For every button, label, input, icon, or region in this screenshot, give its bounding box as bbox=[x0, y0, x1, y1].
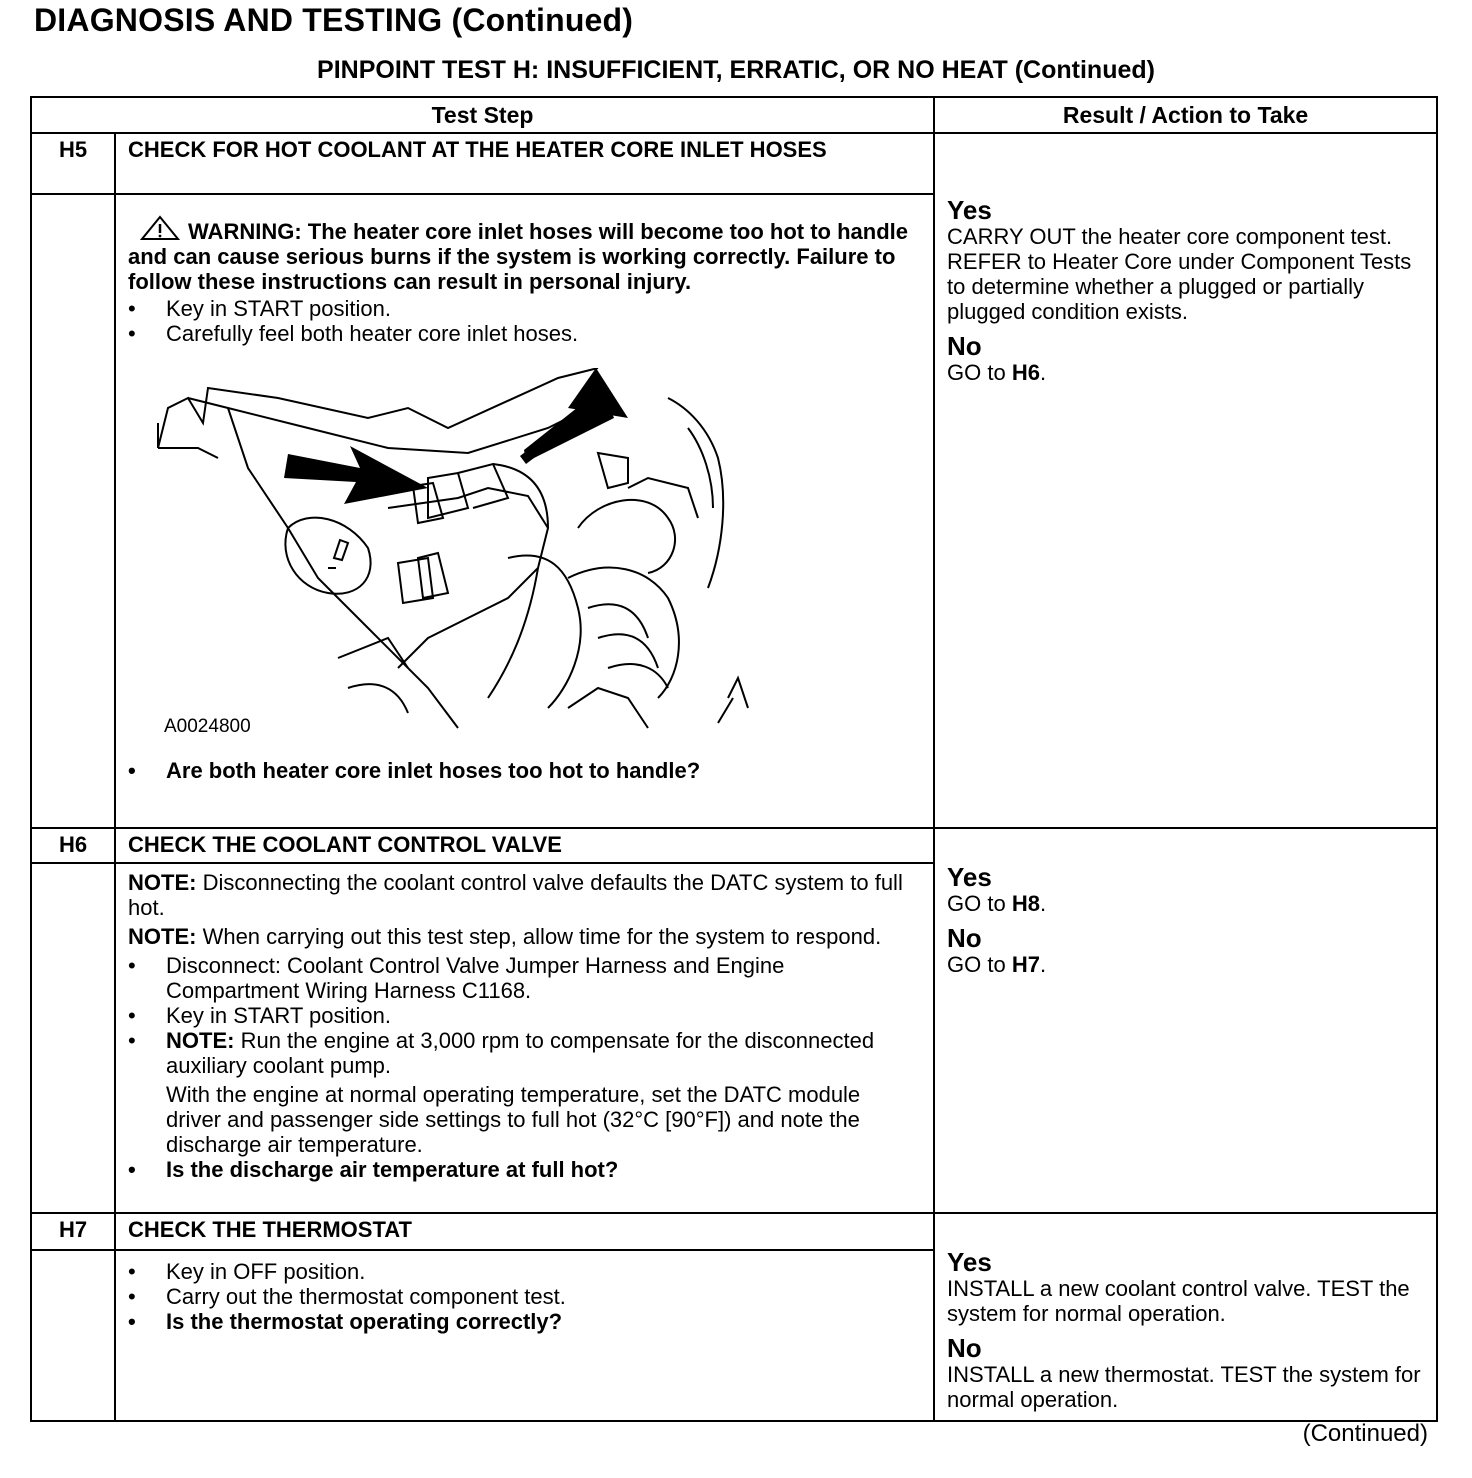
no-action-h5 bbox=[947, 360, 1424, 385]
table-header-row bbox=[31, 97, 1437, 133]
list-item: • Key in START position. bbox=[128, 1003, 919, 1028]
list-item: • Key in START position. bbox=[128, 296, 919, 321]
note-label: NOTE: bbox=[128, 924, 197, 949]
pinpoint-test-title: PINPOINT TEST H: INSUFFICIENT, ERRATIC, OR NO HEAT (Continued) bbox=[317, 56, 1155, 84]
note-text: Disconnecting the coolant control valve defaults the DATC system to full hot. bbox=[128, 870, 903, 920]
step-ref-h8: H8 bbox=[1011, 891, 1040, 916]
no-action-h7: INSTALL a new thermostat. TEST the system for normal operation. bbox=[947, 1362, 1421, 1412]
result-cell-h7 bbox=[934, 1213, 1437, 1421]
pinpoint-test-table bbox=[30, 96, 1438, 1422]
step-ref-h7: H7 bbox=[1011, 952, 1040, 977]
no-action-h6-text: GO to bbox=[947, 952, 1012, 977]
yes-action-h5: CARRY OUT the heater core component test. REFER to Heater Core under Component Tests to determine whether a plugged or partially plugged condition exists. bbox=[947, 224, 1412, 324]
continued-footer: (Continued) bbox=[1302, 1420, 1428, 1447]
step-title-h6: CHECK THE COOLANT CONTROL VALVE bbox=[115, 828, 934, 863]
no-action-h5-end: . bbox=[1039, 360, 1047, 385]
step-body-h5 bbox=[115, 194, 934, 828]
no-action-h5-text: GO to bbox=[947, 360, 1012, 385]
step-ref-h6: H6 bbox=[1011, 360, 1040, 385]
list-item: • Key in OFF position. bbox=[128, 1259, 919, 1284]
list-item: • Carry out the thermostat component test. bbox=[128, 1284, 919, 1309]
h6-bullet-list bbox=[128, 953, 919, 1182]
heater-hose-drawing bbox=[128, 368, 768, 748]
yes-action-h6 bbox=[947, 891, 1424, 916]
result-cell-h6 bbox=[934, 828, 1437, 1213]
page-title: DIAGNOSIS AND TESTING (Continued) bbox=[34, 2, 634, 38]
h5-bullet-list bbox=[128, 296, 919, 346]
question-h5: • Are both heater core inlet hoses too hot to handle? bbox=[128, 758, 919, 783]
step-id-blank bbox=[31, 863, 115, 1213]
note-2 bbox=[128, 924, 919, 949]
question-h6: • Is the discharge air temperature at full hot? bbox=[128, 1157, 919, 1182]
note-label: NOTE: bbox=[166, 1028, 235, 1053]
yes-label-h6: Yes bbox=[947, 862, 992, 892]
h7-bullet-list bbox=[128, 1259, 919, 1334]
step-id-blank bbox=[31, 194, 115, 828]
step-h5-title-row bbox=[31, 133, 1437, 194]
yes-action-h6-text: GO to bbox=[947, 891, 1012, 916]
step-id-h5: H5 bbox=[31, 133, 115, 194]
list-item-continuation: With the engine at normal operating temperature, set the DATC module driver and passenger side settings to full hot (32°C [90°F]) and note the discharge air temperature. bbox=[166, 1082, 861, 1157]
note-text: Run the engine at 3,000 rpm to compensate for the disconnected auxiliary coolant pump. bbox=[166, 1028, 875, 1078]
warning-text bbox=[128, 215, 919, 294]
warning-triangle-icon bbox=[138, 215, 182, 241]
step-id-h7: H7 bbox=[31, 1213, 115, 1250]
step-id-blank bbox=[31, 1250, 115, 1421]
step-body-h6 bbox=[115, 863, 934, 1213]
heater-hose-illustration bbox=[128, 368, 768, 748]
note-1 bbox=[128, 870, 919, 920]
no-label-h7: No bbox=[947, 1333, 982, 1363]
list-item: • Disconnect: Coolant Control Valve Jumper Harness and Engine Compartment Wiring Harness C1168. bbox=[128, 953, 919, 1003]
question-h7: • Is the thermostat operating correctly? bbox=[128, 1309, 919, 1334]
no-label-h6: No bbox=[947, 923, 982, 953]
yes-action-h7: INSTALL a new coolant control valve. TEST the system for normal operation. bbox=[947, 1276, 1410, 1326]
yes-label-h5: Yes bbox=[947, 195, 992, 225]
result-cell-h5 bbox=[934, 133, 1437, 828]
no-label-h5: No bbox=[947, 331, 982, 361]
note-label: NOTE: bbox=[128, 870, 197, 895]
yes-action-h6-end: . bbox=[1039, 891, 1047, 916]
test-step-header: Test Step bbox=[31, 97, 934, 133]
result-action-header: Result / Action to Take bbox=[934, 97, 1437, 133]
no-action-h6-end: . bbox=[1039, 952, 1047, 977]
step-body-h7 bbox=[115, 1250, 934, 1421]
step-id-h6: H6 bbox=[31, 828, 115, 863]
list-item bbox=[128, 1028, 919, 1078]
list-item: • Carefully feel both heater core inlet hoses. bbox=[128, 321, 919, 346]
step-title-h7: CHECK THE THERMOSTAT bbox=[115, 1213, 934, 1250]
warning-message: WARNING: The heater core inlet hoses will become too hot to handle and can cause serious burns if the system is working correctly. Failure to follow these instructions can result in personal injury. bbox=[128, 219, 908, 294]
step-h7-title-row bbox=[31, 1213, 1437, 1250]
step-h6-title-row bbox=[31, 828, 1437, 863]
yes-label-h7: Yes bbox=[947, 1247, 992, 1277]
h5-question-list bbox=[128, 758, 919, 783]
figure-code: A0024800 bbox=[164, 716, 251, 737]
no-action-h6 bbox=[947, 952, 1424, 977]
step-title-h5: CHECK FOR HOT COOLANT AT THE HEATER CORE INLET HOSES bbox=[115, 133, 934, 194]
note-text: When carrying out this test step, allow time for the system to respond. bbox=[196, 924, 882, 949]
